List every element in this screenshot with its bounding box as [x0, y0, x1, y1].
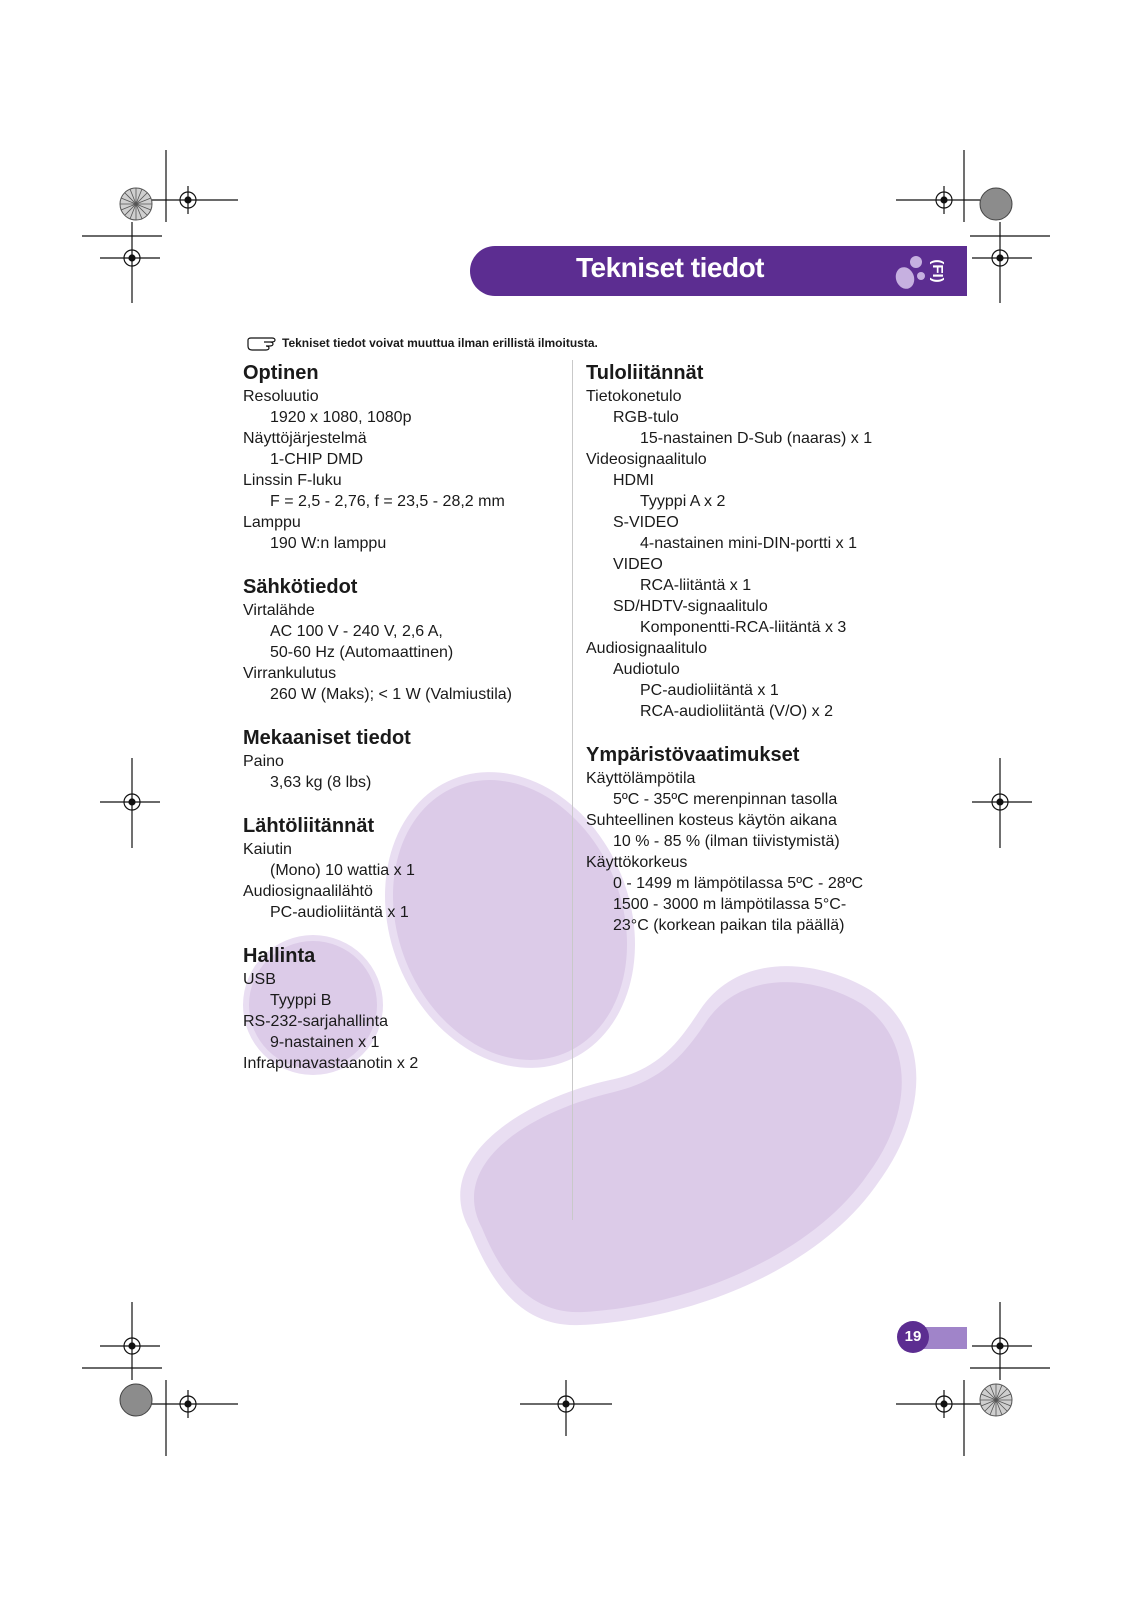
spec-value: (Mono) 10 wattia x 1 [270, 862, 415, 879]
spec-item: Virtalähde [243, 602, 315, 619]
spec-value: 5ºC - 35ºC merenpinnan tasolla [613, 791, 838, 808]
spec-value: 1500 - 3000 m lämpötilassa 5°C- [613, 896, 847, 913]
spec-section-mekaaniset-tiedot [243, 725, 553, 793]
left-spec-column [243, 360, 553, 1094]
spec-value: 15-nastainen D-Sub (naaras) x 1 [640, 430, 873, 447]
spec-item: Lamppu [243, 514, 301, 531]
spec-item: Audiosignaalilähtö [243, 883, 373, 900]
spec-item: Resoluutio [243, 388, 319, 405]
spec-value: 10 % - 85 % (ilman tiivistymistä) [613, 833, 840, 850]
spec-item: Suhteellinen kosteus käytön aikana [586, 812, 837, 829]
spec-value: 9-nastainen x 1 [270, 1034, 380, 1051]
header-bar [470, 246, 967, 296]
spec-item: Käyttökorkeus [586, 854, 688, 871]
spec-value: RCA-audioliitäntä (V/O) x 2 [640, 703, 833, 720]
spec-value: S-VIDEO [613, 514, 679, 531]
spec-item: Paino [243, 753, 284, 770]
pointing-hand-icon [246, 336, 280, 352]
note-text: Tekniset tiedot voivat muuttua ilman erillistä ilmoitusta. [282, 336, 598, 351]
spec-item: RS-232-sarjahallinta [243, 1013, 388, 1030]
spec-item: Kaiutin [243, 841, 292, 858]
spec-item: Näyttöjärjestelmä [243, 430, 367, 447]
page-number-badge [897, 1318, 967, 1356]
section-heading: Lähtöliitännät [243, 815, 375, 837]
spec-value: 50-60 Hz (Automaattinen) [270, 644, 454, 661]
right-spec-column [586, 360, 926, 956]
spec-section-sahkotiedot [243, 574, 553, 705]
spec-value: RCA-liitäntä x 1 [640, 577, 752, 594]
spec-value: PC-audioliitäntä x 1 [270, 904, 409, 921]
section-heading: Optinen [243, 362, 319, 384]
spec-item: USB [243, 971, 276, 988]
spec-item: Käyttölämpötila [586, 770, 696, 787]
language-code: FI [929, 264, 946, 278]
spec-item: Linssin F-luku [243, 472, 342, 489]
spec-value: F = 2,5 - 2,76, f = 23,5 - 28,2 mm [270, 493, 505, 510]
spec-value: 4-nastainen mini-DIN-portti x 1 [640, 535, 857, 552]
spec-section-optinen [243, 360, 553, 554]
spec-value: 23°C (korkean paikan tila päällä) [613, 917, 845, 934]
spec-change-note [246, 336, 598, 352]
section-heading: Hallinta [243, 945, 316, 967]
spec-value: 1-CHIP DMD [270, 451, 364, 468]
spec-value: 190 W:n lamppu [270, 535, 387, 552]
section-heading: Ympäristövaatimukset [586, 744, 800, 766]
spec-value: PC-audioliitäntä x 1 [640, 682, 779, 699]
spec-section-tuloliitannat [586, 360, 926, 722]
spec-value: Tyyppi B [270, 992, 332, 1009]
spec-section-ymparistovaatimukset [586, 742, 926, 936]
spec-item: Videosignaalitulo [586, 451, 707, 468]
spec-value: 260 W (Maks); < 1 W (Valmiustila) [270, 686, 512, 703]
section-heading: Tuloliitännät [586, 362, 704, 384]
spec-section-lahtoliitannat [243, 813, 553, 923]
spec-value: AC 100 V - 240 V, 2,6 A, [270, 623, 443, 640]
spec-value: RGB-tulo [613, 409, 679, 426]
spec-value: Tyyppi A x 2 [640, 493, 726, 510]
spec-item: Tietokonetulo [586, 388, 682, 405]
spec-value: 0 - 1499 m lämpötilassa 5ºC - 28ºC [613, 875, 864, 892]
spec-value: Audiotulo [613, 661, 680, 678]
spec-value: 1920 x 1080, 1080p [270, 409, 412, 426]
section-heading: Sähkötiedot [243, 576, 358, 598]
section-heading: Mekaaniset tiedot [243, 727, 411, 749]
page-number: 19 [897, 1321, 929, 1353]
spec-value: VIDEO [613, 556, 663, 573]
spec-item: Audiosignaalitulo [586, 640, 707, 657]
column-divider [572, 360, 573, 1220]
spec-value: 3,63 kg (8 lbs) [270, 774, 372, 791]
spec-item: Virrankulutus [243, 665, 337, 682]
spec-value: SD/HDTV-signaalitulo [613, 598, 768, 615]
spec-item: Infrapunavastaanotin x 2 [243, 1055, 419, 1072]
spec-value: Komponentti-RCA-liitäntä x 3 [640, 619, 847, 636]
language-code-label: (FI) [929, 259, 946, 283]
spec-value: HDMI [613, 472, 654, 489]
spec-section-hallinta [243, 943, 553, 1074]
page-title: Tekniset tiedot [575, 252, 764, 283]
